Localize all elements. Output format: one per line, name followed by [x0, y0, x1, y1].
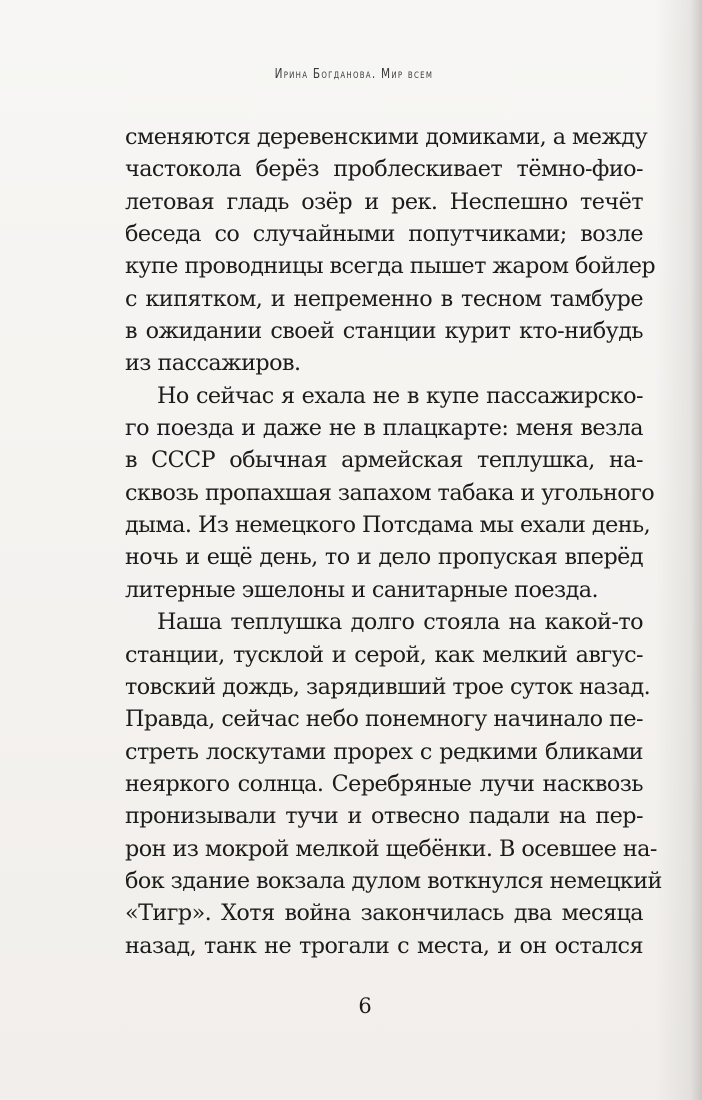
text-line: Правда, сейчас небо понемногу начинало пе- [125, 706, 643, 733]
text-line: купе проводницы всегда пышет жаром бойлер [125, 253, 656, 280]
text-line: Но сейчас я ехала не в купе пассажирско- [157, 382, 643, 409]
text-line: рон из мокрой мелкой щебёнки. В осевшее на- [125, 835, 657, 862]
running-head: Ирина Богданова. Мир всем [274, 66, 434, 82]
text-line: в СССР обычная армейская теплушка, на- [125, 447, 643, 474]
text-line: сквозь пропахшая запахом табака и угольного [125, 479, 655, 506]
text-line: Наша теплушка долго стояла на какой-то [157, 609, 643, 636]
text-line: назад, танк не трогали с места, и он остался [125, 932, 643, 959]
text-line: из пассажиров. [125, 350, 301, 377]
text-line: с кипятком, и непременно в тесном тамбуре [125, 285, 643, 312]
text-line: стреть лоскутами прорех с редкими бликами [125, 738, 643, 765]
text-line: летовая гладь озёр и рек. Неспешно течёт [125, 188, 643, 215]
text-line: пронизывали тучи и отвесно падали на пер- [125, 803, 643, 830]
text-line: «Тигр». Хотя война закончилась два месяца [125, 900, 643, 927]
text-line: станции, тусклой и серой, как мелкий авгус- [125, 641, 643, 668]
text-line: ночь и ещё день, то и дело пропуская вперёд [125, 544, 643, 571]
text-line: беседа со случайными попутчиками; возле [125, 221, 643, 248]
text-line: литерные эшелоны и санитарные поезда. [125, 576, 599, 603]
text-line: товский дождь, зарядивший трое суток назад. [125, 673, 651, 700]
text-line: дыма. Из немецкого Потсдама мы ехали день, [125, 512, 651, 539]
text-line: бок здание вокзала дулом воткнулся немецкий [125, 867, 662, 894]
text-line: частокола берёз проблескивает тёмно-фио- [125, 156, 643, 183]
text-line: в ожидании своей станции курит кто-нибудь [125, 318, 643, 345]
body-text [125, 121, 662, 962]
text-line: го поезда и даже не в плацкарте: меня везла [125, 415, 643, 442]
page-number: 6 [358, 994, 372, 1018]
text-line: неяркого солнца. Серебряные лучи насквозь [125, 770, 643, 797]
text-line: сменяются деревенскими домиками, а между [125, 124, 648, 150]
